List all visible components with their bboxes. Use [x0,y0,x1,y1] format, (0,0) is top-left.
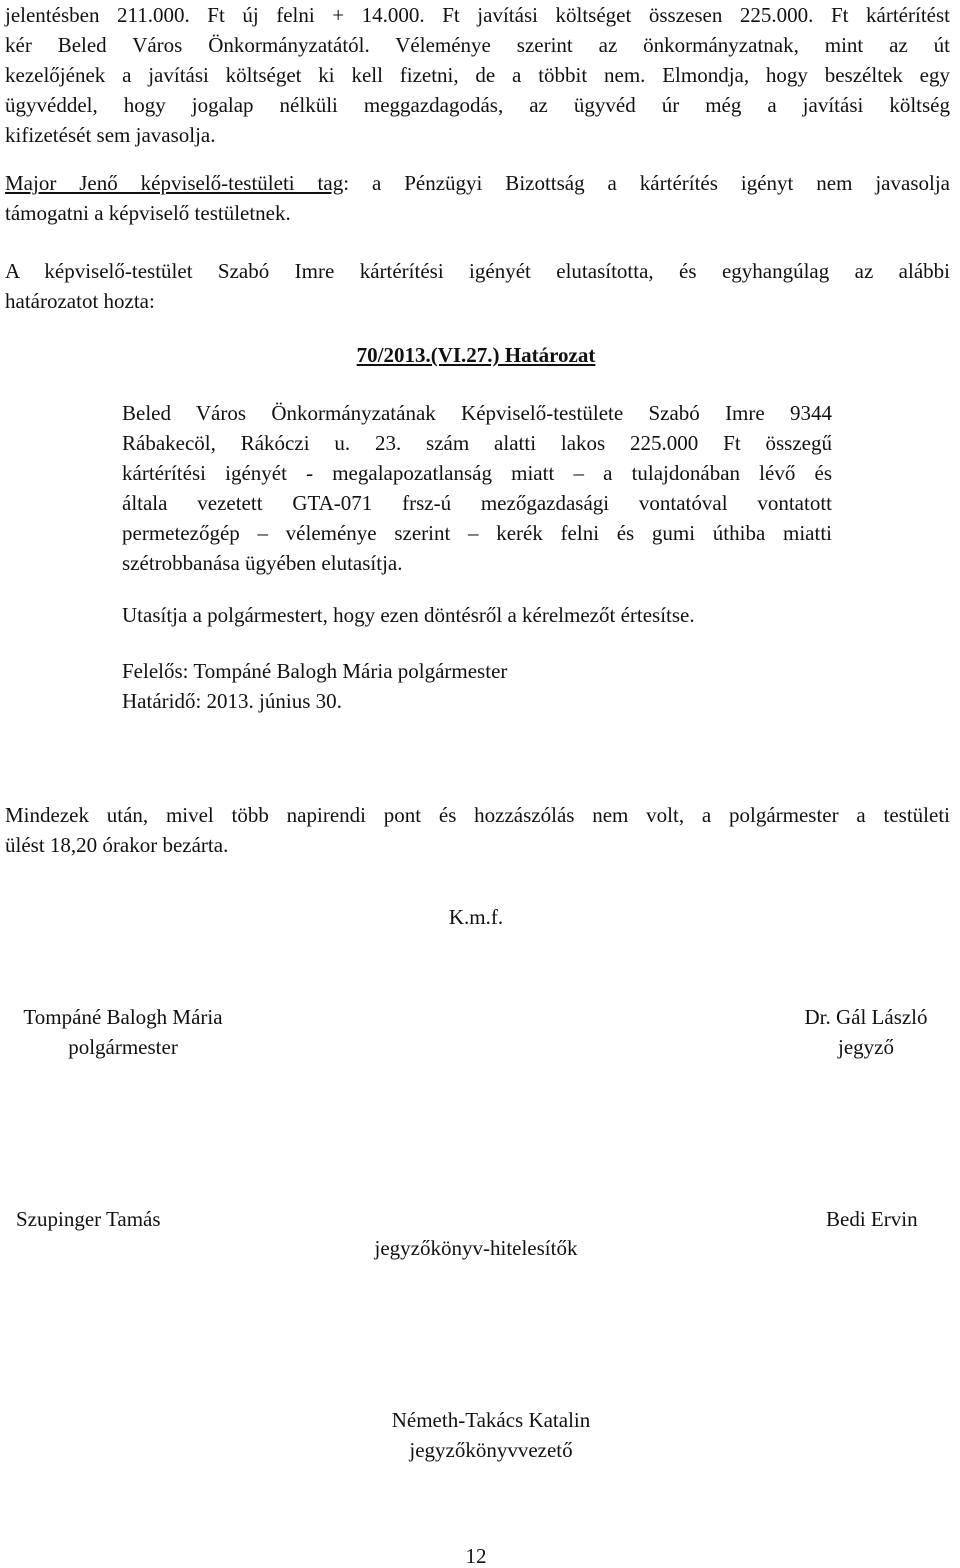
authenticator-1-name: Szupinger Tamás [16,1207,161,1231]
intro-line: kezelőjének a javítási költséget ki kell fizetni, de a többit nem. Elmondja, hogy beszéltek egy [5,63,950,87]
intro-line: jelentésben 211.000. Ft új felni + 14.000. Ft javítási költséget összesen 225.000. Ft kártérítést [5,3,950,27]
vote-line: határozatot hozta: [5,289,155,313]
page-number: 12 [465,1544,487,1568]
mayor-name: Tompáné Balogh Mária [23,1005,223,1029]
major-paragraph [5,168,950,228]
major-line [5,168,950,198]
resolution-line: permetezőgép – véleménye szerint – kerék felni és gumi úthiba miatti [122,521,832,545]
authenticators-title: jegyzőkönyv-hitelesítők [374,1236,578,1260]
resolution-responsible: Felelős: Tompáné Balogh Mária polgármester [122,659,508,683]
vote-line: A képviselő-testület Szabó Imre kártérítési igényét elutasította, és egyhangúlag az alábbi [5,259,950,283]
intro-line: kér Beled Város Önkormányzatától. Véleménye szerint az önkormányzatnak, mint az út [5,33,950,57]
kmf-label: K.m.f. [448,905,504,929]
resolution-line: szétrobbanása ügyében elutasítja. [122,551,403,575]
resolution-title: 70/2013.(VI.27.) Határozat [356,343,596,367]
resolution-body [122,398,832,578]
mayor-title: polgármester [68,1035,178,1059]
speaker-name: Major Jenő képviselő-testületi tag [5,171,344,195]
notary-name: Dr. Gál László [804,1005,928,1029]
intro-paragraph [5,0,950,150]
intro-line: kifizetését sem javasolja. [5,123,216,147]
resolution-instruction: Utasítja a polgármestert, hogy ezen döntésről a kérelmezőt értesítse. [122,603,695,627]
vote-paragraph [5,256,950,316]
recorder-signature [0,1405,960,1465]
resolution-line: kártérítési igényét - megalapozatlanság miatt – a tulajdonában lévő és [122,461,832,485]
closing-paragraph [5,800,950,860]
resolution-line: Rábakecöl, Rákóczi u. 23. szám alatti lakos 225.000 Ft összegű [122,431,832,455]
recorder-name: Németh-Takács Katalin [391,1408,591,1432]
recorder-title: jegyzőkönyvvezető [409,1438,573,1462]
intro-line: ügyvéddel, hogy jogalap nélküli meggazdagodás, az ügyvéd úr még a javítási költség [5,93,950,117]
closing-line: ülést 18,20 órakor bezárta. [5,833,229,857]
major-line: támogatni a képviselő testületnek. [5,201,291,225]
resolution-line: Beled Város Önkormányzatának Képviselő-testülete Szabó Imre 9344 [122,401,832,425]
notary-title: jegyző [838,1035,894,1059]
resolution-line: általa vezetett GTA-071 frsz-ú mezőgazdasági vontatóval vontatott [122,491,832,515]
major-statement: : a Pénzügyi Bizottság a kártérítés igényt nem javasolja [343,171,950,195]
resolution-deadline: Határidő: 2013. június 30. [122,689,342,713]
closing-line: Mindezek után, mivel több napirendi pont és hozzászólás nem volt, a polgármester a testületi [5,803,950,827]
notary-signature [780,1002,952,1062]
authenticator-2-name: Bedi Ervin [826,1207,918,1231]
mayor-signature [0,1002,246,1062]
